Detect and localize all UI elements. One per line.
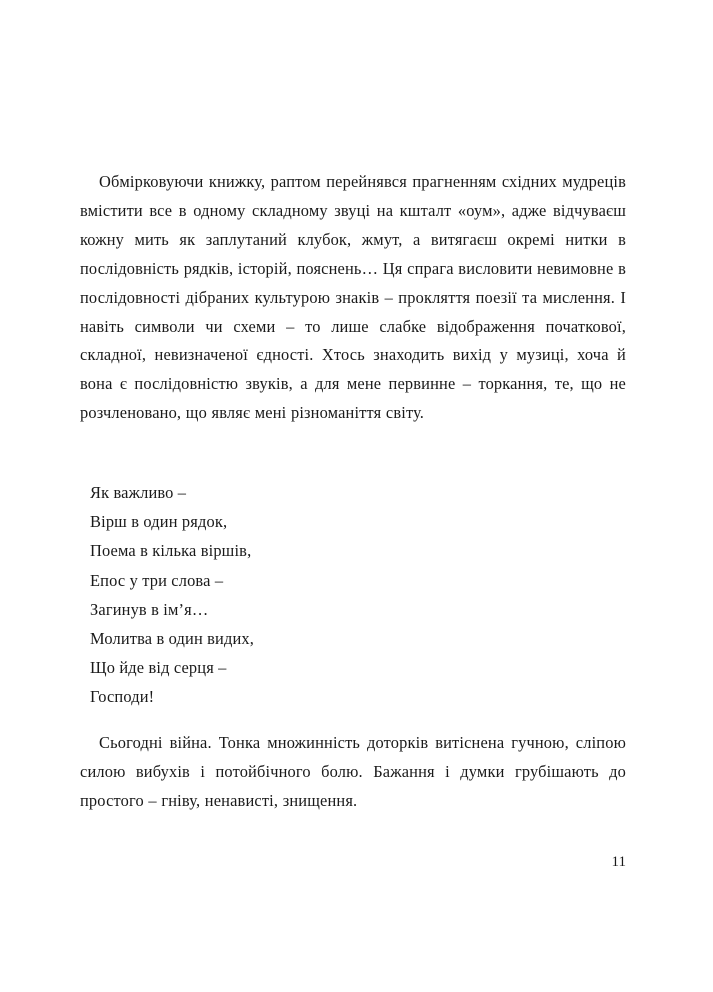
- poem-line: Як важливо –: [90, 483, 187, 502]
- poem-line: Вірш в один рядок,: [90, 512, 228, 532]
- poem: [90, 478, 510, 712]
- poem-line: Загинув в ім’я…: [90, 599, 209, 619]
- body-paragraph-2: Сьогодні війна. Тонка множинність доторків витіснена гучною, сліпою силою вибухів і потойбічного болю. Бажання і думки грубішають до простого – гніву, ненависті, знищення.: [80, 733, 626, 810]
- poem-line: Поема в кілька віршів,: [90, 541, 252, 561]
- paragraph-one-block: [80, 168, 626, 428]
- poem-block: [90, 478, 510, 712]
- poem-line: Епос у три слова –: [90, 570, 224, 590]
- poem-line: Що йде від серця –: [90, 658, 227, 678]
- body-paragraph-1: Обмірковуючи книжку, раптом перейнявся прагненням східних мудреців вмістити все в одному складному звуці на кшталт «оум», адже відчуваєш кожну мить як заплутаний клубок, жмут, а витягаєш окремі нитки в послідовність рядків, історій, пояснень… Ця спрага висловити невимовне в послідовності дібраних культурою знаків – прокляття поезії та мислення. І навіть символи чи схеми – то лише слабке відображення початкової, складної, невизначеної єдності. Хтось знаходить вихід у музиці, хоча й вона є послідовністю звуків, а для мене первинне – торкання, те, що не розчленовано, що являє мені різноманіття світу.: [80, 172, 626, 423]
- page-number: 11: [611, 854, 626, 870]
- poem-line: Молитва в один видих,: [90, 629, 255, 649]
- poem-line: Господи!: [90, 687, 155, 707]
- paragraph-two-block: [80, 729, 626, 816]
